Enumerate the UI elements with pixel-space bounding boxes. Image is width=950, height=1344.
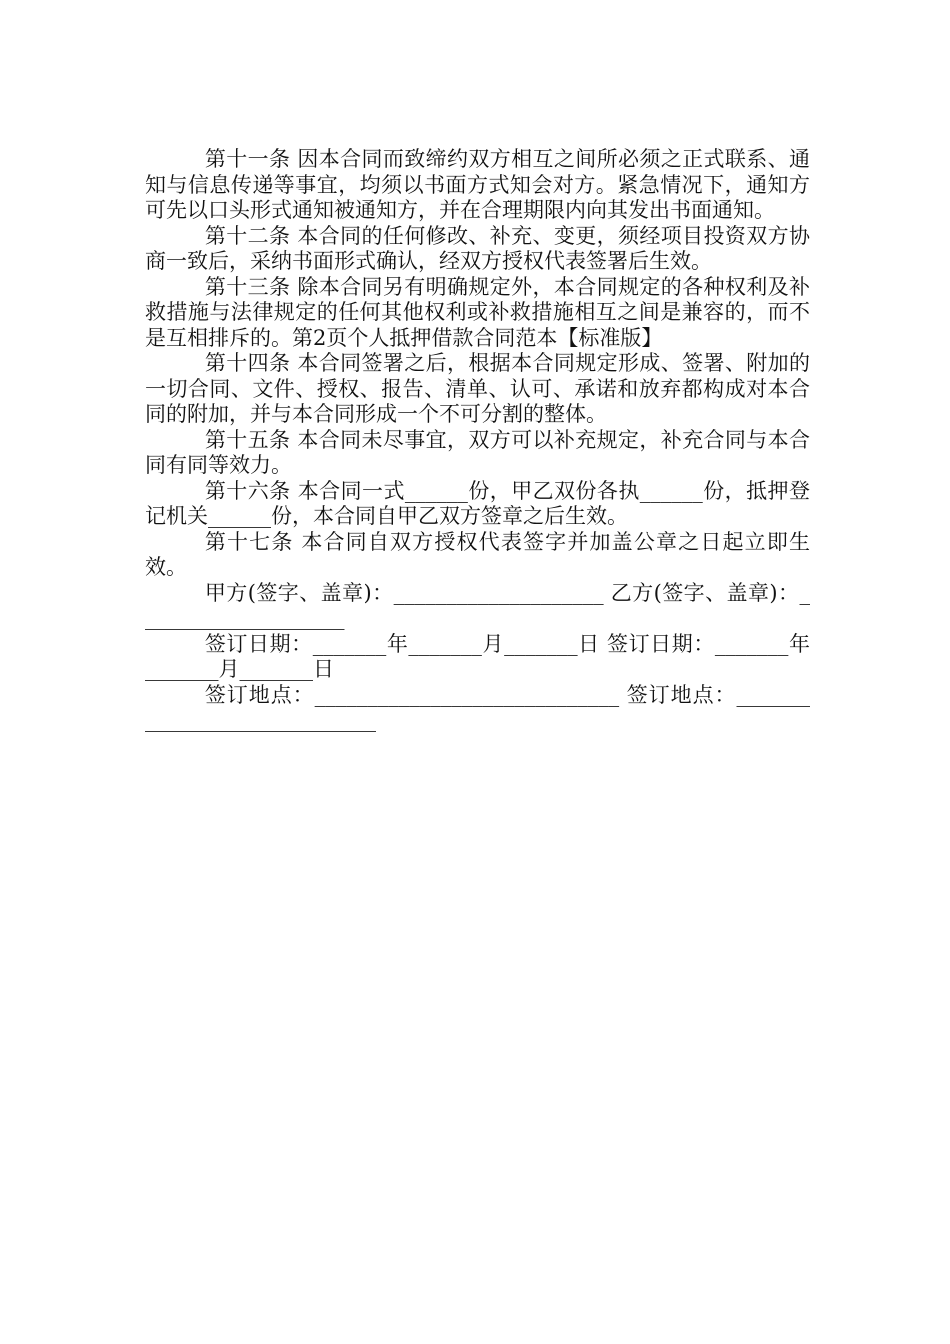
article-13: 第十三条 除本合同另有明确规定外，本合同规定的各种权利及补救措施与法律规定的任何其他权利或补救措施相互之间是兼容的，而不是互相排斥的。第2页个人抵押借款合同范本【标准版】 (145, 274, 810, 350)
article-11: 第十一条 因本合同而致缔约双方相互之间所必须之正式联系、通知与信息传递等事宜，均须以书面方式知会对方。紧急情况下，通知方可先以口头形式通知被通知方，并在合理期限内向其发出书面通知。 (145, 147, 810, 222)
article-17: 第十七条 本合同自双方授权代表签字并加盖公章之日起立即生效。 (145, 529, 810, 579)
signature-line: 甲方(签字、盖章)：____________________ 乙方(签字、盖章)：____________________ (145, 580, 810, 630)
signing-place-line: 签订地点：_____________________________ 签订地点：_____________________________ (145, 682, 810, 732)
article-16: 第十六条 本合同一式______份，甲乙双份各执______份，抵押登记机关______份，本合同自甲乙双方签章之后生效。 (145, 478, 810, 528)
document-page (145, 147, 810, 734)
article-14: 第十四条 本合同签署之后，根据本合同规定形成、签署、附加的一切合同、文件、授权、报告、清单、认可、承诺和放弃都构成对本合同的附加，并与本合同形成一个不可分割的整体。 (145, 351, 810, 426)
article-12: 第十二条 本合同的任何修改、补充、变更，须经项目投资双方协商一致后，采纳书面形式确认，经双方授权代表签署后生效。 (145, 223, 810, 273)
article-15: 第十五条 本合同未尽事宜，双方可以补充规定，补充合同与本合同有同等效力。 (145, 427, 810, 477)
signing-date-line: 签订日期：_______年_______月_______日 签订日期：_______年_______月_______日 (145, 631, 810, 681)
